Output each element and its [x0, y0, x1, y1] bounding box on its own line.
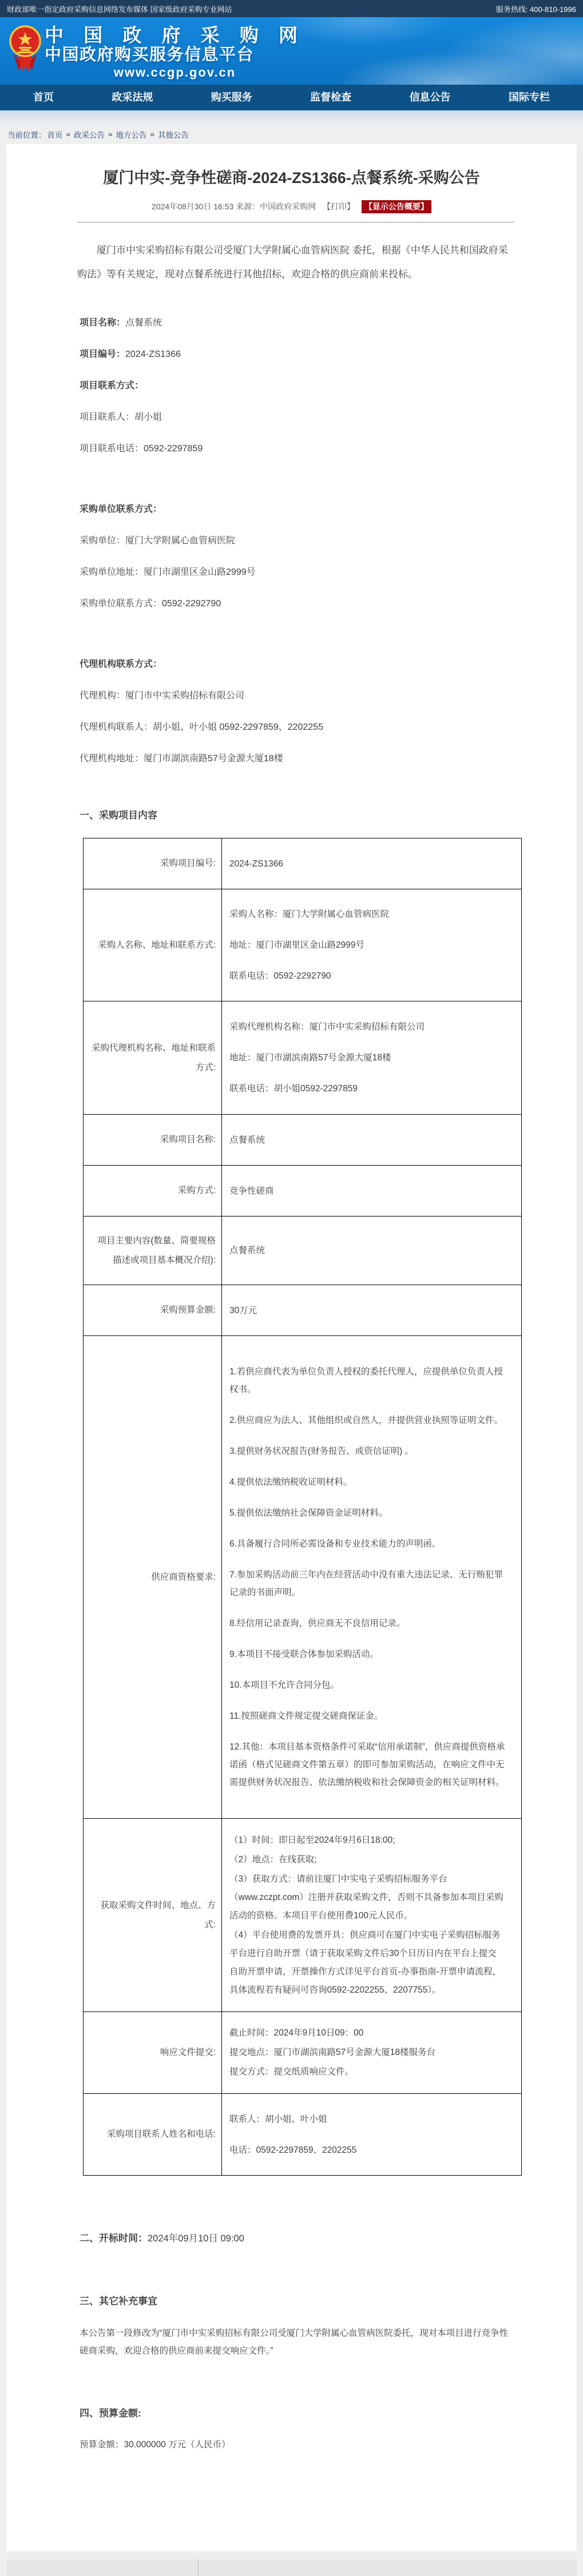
breadcrumb-separator: » — [66, 130, 71, 138]
table-row-supplier-qualifications: 供应商资格要求: 1.若供应商代表为单位负责人授权的委托代理人，应提供单位负责人授权书。 2.供应商应为法人、其他组织或自然人，并提供营业执照等证明文件。 3.提供财务状况报告(财务报告、或资信证明) 。 4.提供依法缴纳税收证明材料。 5.提供依法缴纳社会保障资金证明材料。 6.具备履行合同所必需设备和专业技术能力的声明函。 7.参加采购活动前三年内在经营活动中没有重大违法记录、无行贿犯罪记录的书面声明。 8.经信用记录查询，供应商无不良信用记录。 9.本项目不接受联合体参加采购活动。 10.本项目不允许合同分包。 11.按照磋商文件规定提交磋商保证金。 12.其他：本项目基本资格条件可采取“信用承诺制”，供应商提供资格承诺函（格式见磋商文件第五章）的即可参加采购活动，在响应文件中无需提供财务状况报告、依法缴纳税收和社会保障资金的相关证明材料。 — [84, 1336, 522, 1819]
info-line-project-number: 项目编号：2024-ZS1366 — [80, 349, 181, 359]
breadcrumb-separator: » — [150, 130, 155, 138]
breadcrumb-other-announcements[interactable]: 其他公告 — [158, 130, 189, 140]
table-row-project-number: 采购项目编号: 2024-ZS1366 — [84, 838, 522, 889]
section-4-heading: 四、预算金额: — [80, 2408, 141, 2419]
article-panel — [6, 144, 577, 2551]
breadcrumb-local-announcements[interactable]: 地方公告 — [116, 130, 147, 140]
article-source: 来源：中国政府采购网 — [236, 202, 316, 211]
section-1-heading: 一、采购项目内容 — [80, 810, 157, 821]
table-row-agency-info: 采购代理机构名称、地址和联系方式: 采购代理机构名称：厦门市中实采购招标有限公司 地址：厦门市湖滨南路57号金源大厦18楼 联系电话：胡小姐0592-2297859 — [84, 1001, 522, 1115]
site-name: 中 国 政 府 采 购 网 — [45, 25, 306, 46]
site-subtitle: 中国政府购买服务信息平台 — [45, 46, 255, 64]
nav-item-regulations[interactable]: 政采法规 — [112, 92, 153, 103]
bid-opening-time: 2024年09月10日 09:00 — [148, 2233, 244, 2244]
nav-item-international[interactable]: 国际专栏 — [508, 92, 550, 103]
section-3-body: 本公告第一段修改为“厦门市中实采购招标有限公司受厦门大学附属心血管病医院委托，现对本项目进行竞争性磋商采购，欢迎合格的供应商前来提交响应文件。” — [80, 2328, 509, 2356]
table-row-document-acquisition: 获取采购文件时间、地点、方式: （1）时间：即日起至2024年9月6日18:00; （2）地点：在线获取; （3）获取方式：请前往厦门中实电子采购招标服务平台（www.zczpt.com）注册并获取采购文件，否则不具备参加本项目采购活动的资格。本项目平台使用费100元人民币。 （4）平台使用费的发票开具：供应商可在厦门中实电子采购招标服务平台进行自助开票（请于获取采购文件后30个日历日内在平台上提交自助开票申请，开票操作方式详见平台首页-办事指南-开票申请流程，具体流程若有疑问可咨询0592-2202255、2207755）。 — [84, 1819, 522, 2012]
procurement-detail-table — [83, 838, 522, 2176]
table-row-budget: 采购预算金额: 30万元 — [84, 1285, 522, 1336]
section-3-heading: 三、其它补充事宜 — [80, 2296, 157, 2307]
info-line-agency-address: 代理机构地址：厦门市湖滨南路57号金源大厦18楼 — [80, 754, 283, 764]
show-summary-button[interactable]: 【显示公告概要】 — [362, 200, 431, 213]
breadcrumb-zhengcai-announcements[interactable]: 政采公告 — [74, 130, 105, 140]
table-row-project-name: 采购项目名称: 点餐系统 — [84, 1115, 522, 1166]
site-url: www.ccgp.gov.cn — [113, 65, 236, 79]
breadcrumb-home[interactable]: 首页 — [47, 130, 63, 140]
info-line-agency-name: 代理机构：厦门市中实采购招标有限公司 — [80, 691, 245, 701]
table-row-procurement-method: 采购方式: 竞争性磋商 — [84, 1166, 522, 1217]
nav-item-purchase-services[interactable]: 购买服务 — [211, 92, 252, 103]
breadcrumb-separator: » — [108, 130, 113, 138]
breadcrumb-prefix: 当前位置： — [7, 130, 46, 140]
article-meta — [6, 200, 577, 213]
section-4-body: 预算金额：30.000000 万元（人民币） — [80, 2440, 231, 2450]
table-row-project-contact: 采购项目联系人姓名和电话: 联系人：胡小姐、叶小姐 电话：0592-2297859、2202255 — [84, 2094, 522, 2176]
info-line-project-contact-phone: 项目联系电话：0592-2297859 — [80, 444, 203, 454]
nav-item-announcements[interactable]: 信息公告 — [409, 92, 451, 103]
table-row-main-content: 项目主要内容(数量、简要规格描述或项目基本概况介绍): 点餐系统 — [84, 1217, 522, 1285]
top-info-bar — [0, 0, 583, 17]
main-nav — [0, 85, 583, 110]
info-line-agency-contact-person: 代理机构联系人：胡小姐、叶小姐 0592-2297859、2202255 — [80, 722, 323, 732]
nav-item-supervision[interactable]: 监督检查 — [310, 92, 352, 103]
service-hotline: 服务热线: 400-810-1996 — [495, 5, 576, 14]
media-designation-text: 财政部唯一指定政府采购信息网络发布媒体 国家级政府采购专业网站 — [7, 5, 232, 14]
publish-datetime: 2024年08月30日 16:53 — [152, 202, 234, 211]
info-line-project-contact-heading: 项目联系方式： — [80, 381, 144, 391]
page-title: 厦门中实-竞争性磋商-2024-ZS1366-点餐系统-采购公告 — [103, 169, 480, 186]
breadcrumb — [0, 124, 583, 144]
info-line-purchaser-name: 采购单位：厦门大学附属心血管病医院 — [80, 536, 236, 546]
info-line-project-contact-person: 项目联系人：胡小姐 — [80, 412, 162, 422]
section-2-heading: 二、开标时间：2024年09月10日 09:00 — [80, 2233, 244, 2244]
project-info-list — [80, 307, 514, 774]
table-row-response-submission: 响应文件提交: 截止时间：2024年9月10日09：00 提交地点：厦门市湖滨南路57号金源大厦18楼服务台 提交方式：提交纸质响应文件。 — [84, 2012, 522, 2094]
info-line-purchaser-phone: 采购单位联系方式：0592-2292790 — [80, 599, 221, 609]
print-link[interactable]: 【打印】 — [323, 202, 355, 211]
footer-left-cell — [6, 2559, 199, 2576]
table-row-purchaser-info: 采购人名称、地址和联系方式: 采购人名称：厦门大学附属心血管病医院 地址：厦门市湖里区金山路2999号 联系电话：0592-2292790 — [84, 889, 522, 1001]
info-line-purchaser-contact-heading: 采购单位联系方式： — [80, 504, 162, 514]
info-line-project-name: 项目名称：点餐系统 — [80, 318, 162, 328]
announcement-intro: 厦门市中实采购招标有限公司受厦门大学附属心血管病医院 委托，根据《中华人民共和国政府采购法》等有关规定，现对点餐系统进行其他招标，欢迎合格的供应商前来投标。 — [77, 245, 508, 280]
info-line-purchaser-address: 采购单位地址：厦门市湖里区金山路2999号 — [80, 567, 256, 577]
nav-item-home[interactable]: 首页 — [33, 92, 54, 103]
china-national-emblem-icon — [9, 24, 41, 76]
site-banner — [0, 17, 583, 85]
nav-shadow-strip — [0, 110, 583, 124]
page-footer — [6, 2559, 577, 2576]
info-line-agency-contact-heading: 代理机构联系方式： — [80, 659, 162, 669]
footer-gap — [0, 2551, 583, 2559]
